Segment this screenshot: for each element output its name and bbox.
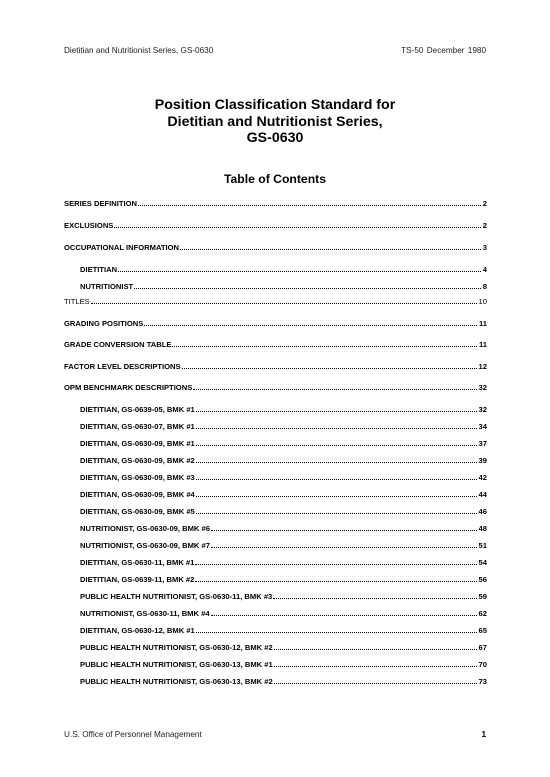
toc-entry-label: GRADE CONVERSION TABLE bbox=[64, 340, 172, 349]
footer-page-number: 1 bbox=[481, 730, 486, 739]
toc-dot-leader bbox=[118, 271, 481, 272]
toc-dot-leader bbox=[91, 303, 477, 304]
toc-entry-page: 56 bbox=[478, 575, 487, 584]
toc-entry[interactable] bbox=[64, 243, 487, 252]
toc-entry[interactable] bbox=[64, 609, 487, 618]
toc-entry[interactable] bbox=[64, 490, 487, 499]
table-of-contents-heading: Table of Contents bbox=[223, 172, 326, 186]
toc-entry-page: 54 bbox=[478, 558, 487, 567]
toc-dot-leader bbox=[196, 496, 477, 497]
toc-entry-label: DIETITIAN, GS-0639-05, BMK #1 bbox=[80, 405, 195, 414]
toc-entry-label: PUBLIC HEALTH NUTRITIONIST, GS-0630-12, BMK #2 bbox=[80, 643, 273, 652]
toc-entry-label: NUTRITIONIST, GS-0630-09, BMK #6 bbox=[80, 524, 210, 533]
document-title-line-3: GS-0630 bbox=[246, 130, 304, 146]
toc-entry-label: EXCLUSIONS bbox=[64, 221, 114, 230]
toc-dot-leader bbox=[274, 666, 477, 667]
footer-agency: U.S. Office of Personnel Management bbox=[64, 730, 202, 739]
toc-entry[interactable] bbox=[64, 558, 487, 567]
toc-entry-page: 42 bbox=[478, 473, 487, 482]
running-header bbox=[64, 46, 486, 55]
toc-entry[interactable] bbox=[64, 439, 487, 448]
toc-entry-page: 8 bbox=[482, 282, 487, 291]
toc-dot-leader bbox=[196, 462, 477, 463]
toc-dot-leader bbox=[195, 581, 476, 582]
toc-entry[interactable] bbox=[64, 524, 487, 533]
toc-entry-label: PUBLIC HEALTH NUTRITIONIST, GS-0630-13, BMK #2 bbox=[80, 677, 273, 686]
toc-dot-leader bbox=[193, 389, 476, 390]
toc-entry-label: DIETITIAN, GS-0630-11, BMK #1 bbox=[80, 558, 195, 567]
toc-entry-page: 39 bbox=[478, 456, 487, 465]
toc-dot-leader bbox=[211, 615, 477, 616]
toc-dot-leader bbox=[196, 632, 477, 633]
toc-entry-page: 67 bbox=[478, 643, 487, 652]
toc-dot-leader bbox=[195, 564, 476, 565]
toc-entry-page: 46 bbox=[478, 507, 487, 516]
toc-entry-page: 34 bbox=[478, 422, 487, 431]
toc-entry-page: 65 bbox=[478, 626, 487, 635]
toc-entry-page: 62 bbox=[478, 609, 487, 618]
toc-entry-label: GRADING POSITIONS bbox=[64, 319, 144, 328]
toc-entry-page: 4 bbox=[482, 265, 487, 274]
toc-entry-page: 73 bbox=[478, 677, 487, 686]
header-transmittal-date: TS-50 December 1980 bbox=[401, 46, 486, 55]
toc-entry[interactable] bbox=[64, 677, 487, 686]
toc-dot-leader bbox=[196, 445, 477, 446]
toc-entry-label: TITLES bbox=[64, 297, 90, 306]
toc-entry[interactable] bbox=[64, 282, 487, 291]
toc-entry-label: NUTRITIONIST bbox=[80, 282, 134, 291]
toc-dot-leader bbox=[196, 428, 477, 429]
toc-entry[interactable] bbox=[64, 422, 487, 431]
toc-entry-page: 3 bbox=[482, 243, 487, 252]
toc-entry-label: SERIES DEFINITION bbox=[64, 199, 137, 208]
toc-dot-leader bbox=[114, 227, 480, 228]
toc-entry-page: 59 bbox=[478, 592, 487, 601]
toc-dot-leader bbox=[180, 249, 481, 250]
toc-entry[interactable] bbox=[64, 456, 487, 465]
toc-entry-label: DIETITIAN, GS-0639-11, BMK #2 bbox=[80, 575, 195, 584]
toc-entry-page: 12 bbox=[478, 362, 487, 371]
toc-entry-label: NUTRITIONIST, GS-0630-09, BMK #7 bbox=[80, 541, 210, 550]
toc-entry[interactable] bbox=[64, 362, 487, 371]
document-title-line-2: Dietitian and Nutritionist Series, bbox=[167, 113, 383, 130]
toc-dot-leader bbox=[196, 479, 477, 480]
toc-dot-leader bbox=[172, 346, 477, 347]
toc-entry[interactable] bbox=[64, 473, 487, 482]
toc-entry[interactable] bbox=[64, 340, 487, 349]
toc-entry-page: 37 bbox=[478, 439, 487, 448]
toc-entry-label: OPM BENCHMARK DESCRIPTIONS bbox=[64, 383, 193, 392]
toc-entry[interactable] bbox=[64, 643, 487, 652]
toc-entry-label: DIETITIAN, GS-0630-12, BMK #1 bbox=[80, 626, 195, 635]
toc-entry-label: DIETITIAN, GS-0630-07, BMK #1 bbox=[80, 422, 195, 431]
toc-entry-label: DIETITIAN, GS-0630-09, BMK #4 bbox=[80, 490, 195, 499]
toc-entry[interactable] bbox=[64, 319, 487, 328]
toc-entry[interactable] bbox=[64, 660, 487, 669]
toc-dot-leader bbox=[182, 368, 477, 369]
toc-entry[interactable] bbox=[64, 199, 487, 208]
toc-dot-leader bbox=[211, 530, 477, 531]
toc-entry-page: 10 bbox=[478, 297, 487, 306]
toc-entry[interactable] bbox=[64, 383, 487, 392]
toc-entry[interactable] bbox=[64, 626, 487, 635]
toc-entry-page: 11 bbox=[478, 340, 487, 349]
toc-dot-leader bbox=[274, 683, 477, 684]
toc-entry-page: 11 bbox=[478, 319, 487, 328]
toc-entry-label: PUBLIC HEALTH NUTRITIONIST, GS-0630-11, BMK #3 bbox=[80, 592, 273, 601]
toc-entry[interactable] bbox=[64, 405, 487, 414]
toc-entry-label: DIETITIAN, GS-0630-09, BMK #3 bbox=[80, 473, 195, 482]
toc-dot-leader bbox=[274, 649, 477, 650]
toc-entry[interactable] bbox=[64, 221, 487, 230]
toc-entry-label: DIETITIAN bbox=[80, 265, 118, 274]
toc-entry[interactable] bbox=[64, 575, 487, 584]
running-footer bbox=[64, 730, 486, 739]
toc-entry-label: PUBLIC HEALTH NUTRITIONIST, GS-0630-13, BMK #1 bbox=[80, 660, 273, 669]
toc-entry-label: NUTRITIONIST, GS-0630-11, BMK #4 bbox=[80, 609, 210, 618]
toc-dot-leader bbox=[134, 288, 481, 289]
document-title bbox=[0, 97, 550, 147]
toc-entry[interactable] bbox=[64, 265, 487, 274]
toc-dot-leader bbox=[196, 411, 477, 412]
toc-entry-page: 2 bbox=[482, 221, 487, 230]
header-series-title: Dietitian and Nutritionist Series, GS-0630 bbox=[64, 46, 214, 55]
document-title-line-1: Position Classification Standard for bbox=[154, 97, 396, 113]
toc-entry-label: DIETITIAN, GS-0630-09, BMK #1 bbox=[80, 439, 195, 448]
toc-entry-page: 44 bbox=[478, 490, 487, 499]
toc-entry-page: 70 bbox=[478, 660, 487, 669]
toc-dot-leader bbox=[211, 547, 477, 548]
toc-dot-leader bbox=[144, 325, 477, 326]
toc-entry[interactable] bbox=[64, 297, 487, 306]
toc-entry-page: 32 bbox=[478, 383, 487, 392]
toc-entry-label: FACTOR LEVEL DESCRIPTIONS bbox=[64, 362, 181, 371]
toc-dot-leader bbox=[273, 598, 476, 599]
toc-entry[interactable] bbox=[64, 592, 487, 601]
toc-entry-label: DIETITIAN, GS-0630-09, BMK #5 bbox=[80, 507, 195, 516]
toc-dot-leader bbox=[138, 205, 481, 206]
toc-entry-page: 2 bbox=[482, 199, 487, 208]
toc-entry-label: DIETITIAN, GS-0630-09, BMK #2 bbox=[80, 456, 195, 465]
toc-entry[interactable] bbox=[64, 541, 487, 550]
toc-dot-leader bbox=[196, 513, 477, 514]
toc-entry-label: OCCUPATIONAL INFORMATION bbox=[64, 243, 180, 252]
toc-entry-page: 32 bbox=[478, 405, 487, 414]
toc-entry-page: 48 bbox=[478, 524, 487, 533]
toc-entry[interactable] bbox=[64, 507, 487, 516]
toc-entry-page: 51 bbox=[478, 541, 487, 550]
